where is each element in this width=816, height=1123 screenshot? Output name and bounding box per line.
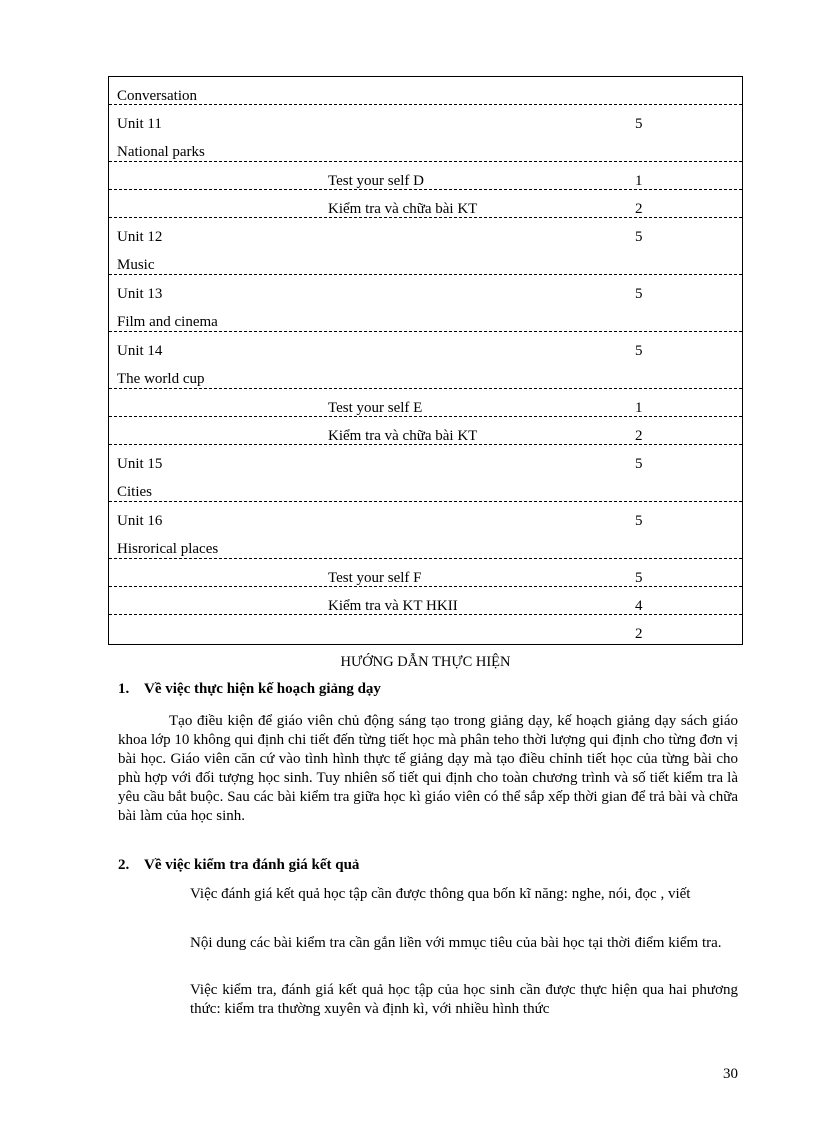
table-cell-unit: Unit 15 <box>117 456 163 472</box>
table-cell-unit-title: Cities <box>117 484 153 500</box>
curriculum-table <box>108 76 743 645</box>
section-1-paragraph: Tạo điều kiện để giáo viên chủ động sáng tạo trong giảng dạy, kế hoạch giảng dạy sách giáo khoa lớp 10 không qui định chi tiết đến từng tiết học mà phân teho thời lượng qui định cho từng đơn vị bài học. Giáo viên căn cứ vào tình hình thực tế giảng dạy mà tạo điều chỉnh tiết học của từng bài cho phù hợp với đối tượng học sinh. Tuy nhiên số tiết qui định cho toàn chương trình và số tiết kiểm tra là yêu cầu bắt buộc. Sau các bài kiểm tra giữa học kì giáo viên có thể sắp xếp thời gian để trả bài và chữa bài làm của học sinh. <box>118 713 738 824</box>
table-cell-periods: 4 <box>635 598 643 614</box>
table-row <box>109 162 742 190</box>
table-row <box>109 190 742 218</box>
section-2-title <box>118 857 359 874</box>
table-cell-periods: 5 <box>635 229 643 245</box>
table-row <box>109 105 742 162</box>
table-cell-periods: 5 <box>635 513 643 529</box>
section-2-paragraph-1: Việc đánh giá kết quả học tập cần được thông qua bốn kĩ năng: nghe, nói, đọc , viết <box>190 886 691 902</box>
section-1-number: 1. <box>118 681 130 697</box>
section-2-paragraph-3: Việc kiểm tra, đánh giá kết quả học tập của học sinh cần được thực hiện qua hai phương thức: kiểm tra thường xuyên và định kì, với nhiều hình thức <box>190 982 738 1017</box>
table-cell-periods: 5 <box>635 286 643 302</box>
table-cell-unit-title: The world cup <box>117 371 205 387</box>
section-1-title <box>118 681 381 698</box>
table-cell-activity: Test your self E <box>328 400 423 416</box>
table-cell-periods: 5 <box>635 343 643 359</box>
table-cell-activity: Test your self D <box>328 173 425 189</box>
table-cell-periods: 2 <box>635 626 643 642</box>
table-cell-periods: 1 <box>635 400 643 416</box>
table-cell-activity: Kiểm tra và chữa bài KT <box>328 201 478 217</box>
table-row <box>109 218 742 275</box>
table-cell-periods: 5 <box>635 570 643 586</box>
table-cell-unit: Unit 12 <box>117 229 163 245</box>
section-2-number: 2. <box>118 857 130 873</box>
table-row <box>109 417 742 445</box>
section-2-title-text: Về việc kiểm tra đánh giá kết quả <box>144 857 360 873</box>
table-row <box>109 559 742 587</box>
table-row <box>109 77 742 105</box>
table-cell-unit-title: Hisrorical places <box>117 541 219 557</box>
table-row <box>109 445 742 502</box>
table-cell-unit-title: Music <box>117 257 155 273</box>
table-cell-unit-title: National parks <box>117 144 205 160</box>
table-cell-activity: Kiểm tra và chữa bài KT <box>328 428 478 444</box>
section-2-paragraph-2: Nội dung các bài kiểm tra cần gắn liền với mmục tiêu của bài học tại thời điểm kiểm tra. <box>190 935 722 951</box>
table-cell-activity: Kiểm tra và KT HKII <box>328 598 458 614</box>
page-number: 30 <box>723 1066 738 1082</box>
table-cell-periods: 2 <box>635 428 643 444</box>
section-heading: HƯỚNG DẪN THỰC HIỆN <box>340 654 511 670</box>
table-cell-periods: 1 <box>635 173 643 189</box>
table-cell-activity: Test your self F <box>328 570 422 586</box>
table-cell-periods: 5 <box>635 116 643 132</box>
table-row <box>109 332 742 389</box>
table-cell-periods: 5 <box>635 456 643 472</box>
table-cell-periods: 2 <box>635 201 643 217</box>
table-cell-unit: Unit 13 <box>117 286 163 302</box>
table-row <box>109 587 742 615</box>
table-row <box>109 275 742 332</box>
table-row <box>109 615 742 643</box>
table-cell-unit: Unit 11 <box>117 116 162 132</box>
section-1-title-text: Về việc thực hiện kế hoạch giảng dạy <box>144 681 381 697</box>
table-row <box>109 502 742 559</box>
table-row <box>109 389 742 417</box>
table-cell-unit: Conversation <box>117 88 197 104</box>
table-cell-unit-title: Film and cinema <box>117 314 218 330</box>
table-cell-unit: Unit 14 <box>117 343 163 359</box>
table-cell-unit: Unit 16 <box>117 513 163 529</box>
